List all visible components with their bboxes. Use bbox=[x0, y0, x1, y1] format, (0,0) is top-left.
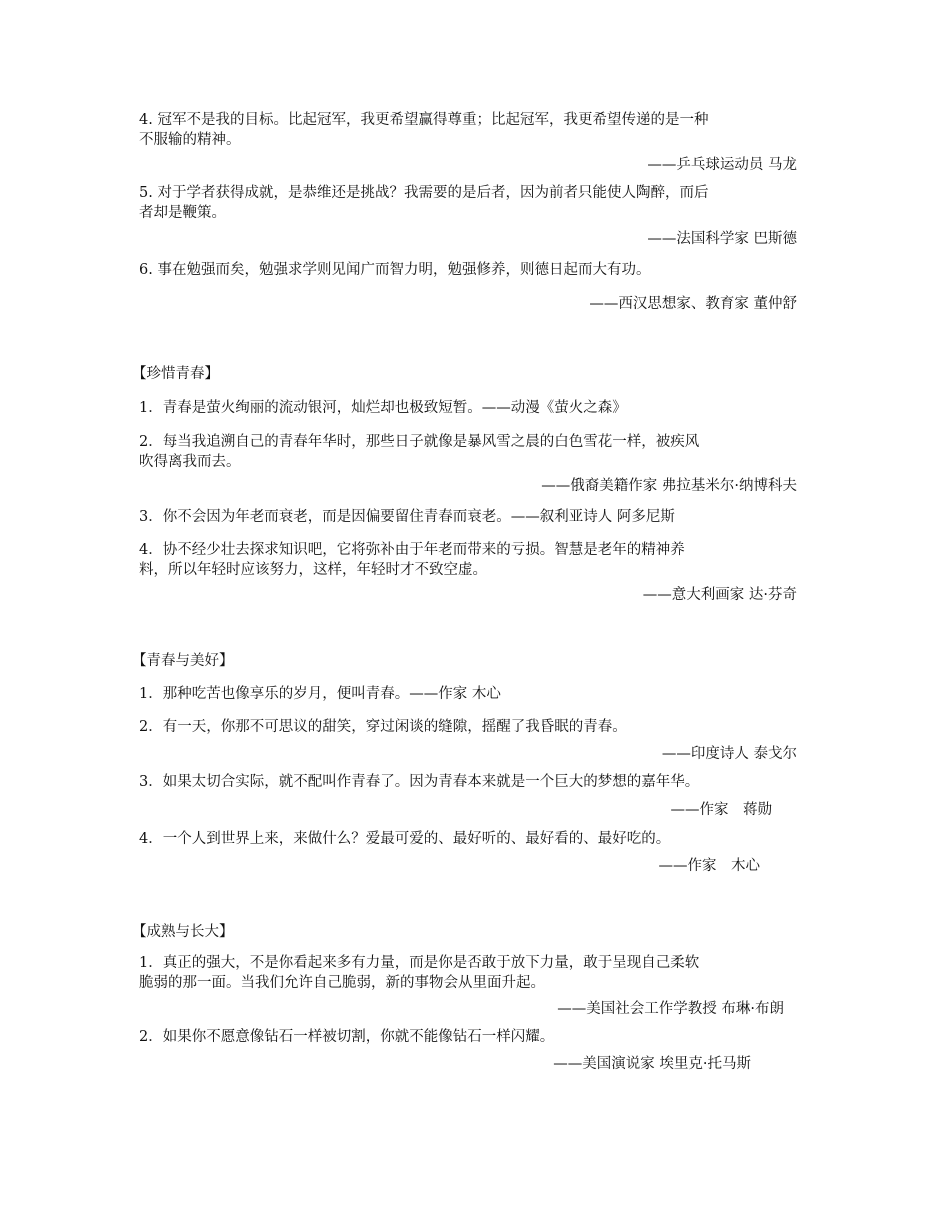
beauty-quote-4-author: ——作家 木心 bbox=[658, 858, 760, 874]
quote-4-line-2: 不服输的精神。 bbox=[139, 132, 241, 148]
beauty-quote-2-author: ——印度诗人 泰戈尔 bbox=[661, 746, 797, 762]
growth-quote-1-author: ——美国社会工作学教授 布琳·布朗 bbox=[557, 1001, 784, 1017]
cherish-quote-2-author: ——俄裔美籍作家 弗拉基米尔·纳博科夫 bbox=[541, 478, 797, 494]
beauty-quote-1: 1．那种吃苦也像享乐的岁月，便叫青春。——作家 木心 bbox=[139, 686, 501, 702]
quote-4 bbox=[139, 110, 708, 150]
beauty-quote-4: 4．一个人到世界上来，来做什么？爱最可爱的、最好听的、最好看的、最好吃的。 bbox=[139, 831, 671, 847]
growth-quote-1-line-2: 脆弱的那一面。当我们允许自己脆弱，新的事物会从里面升起。 bbox=[139, 975, 545, 991]
cherish-quote-2-line-2: 吹得离我而去。 bbox=[139, 454, 241, 470]
beauty-quote-3-author: ——作家 蒋勋 bbox=[670, 802, 772, 818]
quote-5-line-1: 5. 对于学者获得成就，是恭维还是挑战？我需要的是后者，因为前者只能使人陶醉，而后 bbox=[139, 185, 709, 201]
quote-5-author: ——法国科学家 巴斯德 bbox=[647, 231, 797, 247]
cherish-quote-4-line-1: 4．协不经少壮去探求知识吧，它将弥补由于年老而带来的亏损。智慧是老年的精神养 bbox=[139, 542, 685, 558]
cherish-quote-4-line-2: 料，所以年轻时应该努力，这样，年轻时才不致空虚。 bbox=[139, 562, 487, 578]
quote-6: 6. 事在勉强而矣，勉强求学则见闻广而智力明，勉强修养，则德日起而大有功。 bbox=[139, 262, 651, 278]
cherish-quote-2 bbox=[139, 432, 699, 472]
growth-quote-1 bbox=[139, 953, 699, 993]
cherish-quote-3: 3．你不会因为年老而衰老，而是因偏要留住青春而衰老。——叙利亚诗人 阿多尼斯 bbox=[139, 509, 675, 525]
cherish-quote-4 bbox=[139, 540, 685, 580]
quote-5-line-2: 者却是鞭策。 bbox=[139, 205, 226, 221]
cherish-quote-4-author: ——意大利画家 达·芬奇 bbox=[642, 587, 797, 603]
section-heading-cherish-youth: 【珍惜青春】 bbox=[132, 366, 219, 382]
section-heading-maturity-growth: 【成熟与长大】 bbox=[132, 924, 234, 940]
beauty-quote-2: 2．有一天，你那不可思议的甜笑，穿过闲谈的缝隙，摇醒了我昏眠的青春。 bbox=[139, 719, 627, 735]
quote-6-author: ——西汉思想家、教育家 董仲舒 bbox=[589, 296, 797, 312]
growth-quote-2: 2．如果你不愿意像钻石一样被切割，你就不能像钻石一样闪耀。 bbox=[139, 1029, 555, 1045]
growth-quote-1-line-1: 1．真正的强大，不是你看起来多有力量，而是你是否敢于放下力量，敢于呈现自己柔软 bbox=[139, 955, 700, 971]
beauty-quote-3: 3．如果太切合实际，就不配叫作青春了。因为青春本来就是一个巨大的梦想的嘉年华。 bbox=[139, 774, 700, 790]
cherish-quote-2-line-1: 2．每当我追溯自己的青春年华时，那些日子就像是暴风雪之晨的白色雪花一样，被疾风 bbox=[139, 434, 700, 450]
quote-4-line-1: 4. 冠军不是我的目标。比起冠军，我更希望赢得尊重；比起冠军，我更希望传递的是一种 bbox=[139, 112, 709, 128]
section-heading-youth-beauty: 【青春与美好】 bbox=[132, 653, 234, 669]
quote-4-author: ——乒乓球运动员 马龙 bbox=[647, 157, 797, 173]
quote-5 bbox=[139, 183, 708, 223]
growth-quote-2-author: ——美国演说家 埃里克·托马斯 bbox=[553, 1056, 751, 1072]
cherish-quote-1: 1．青春是萤火绚丽的流动银河，灿烂却也极致短暂。——动漫《萤火之森》 bbox=[139, 400, 627, 416]
